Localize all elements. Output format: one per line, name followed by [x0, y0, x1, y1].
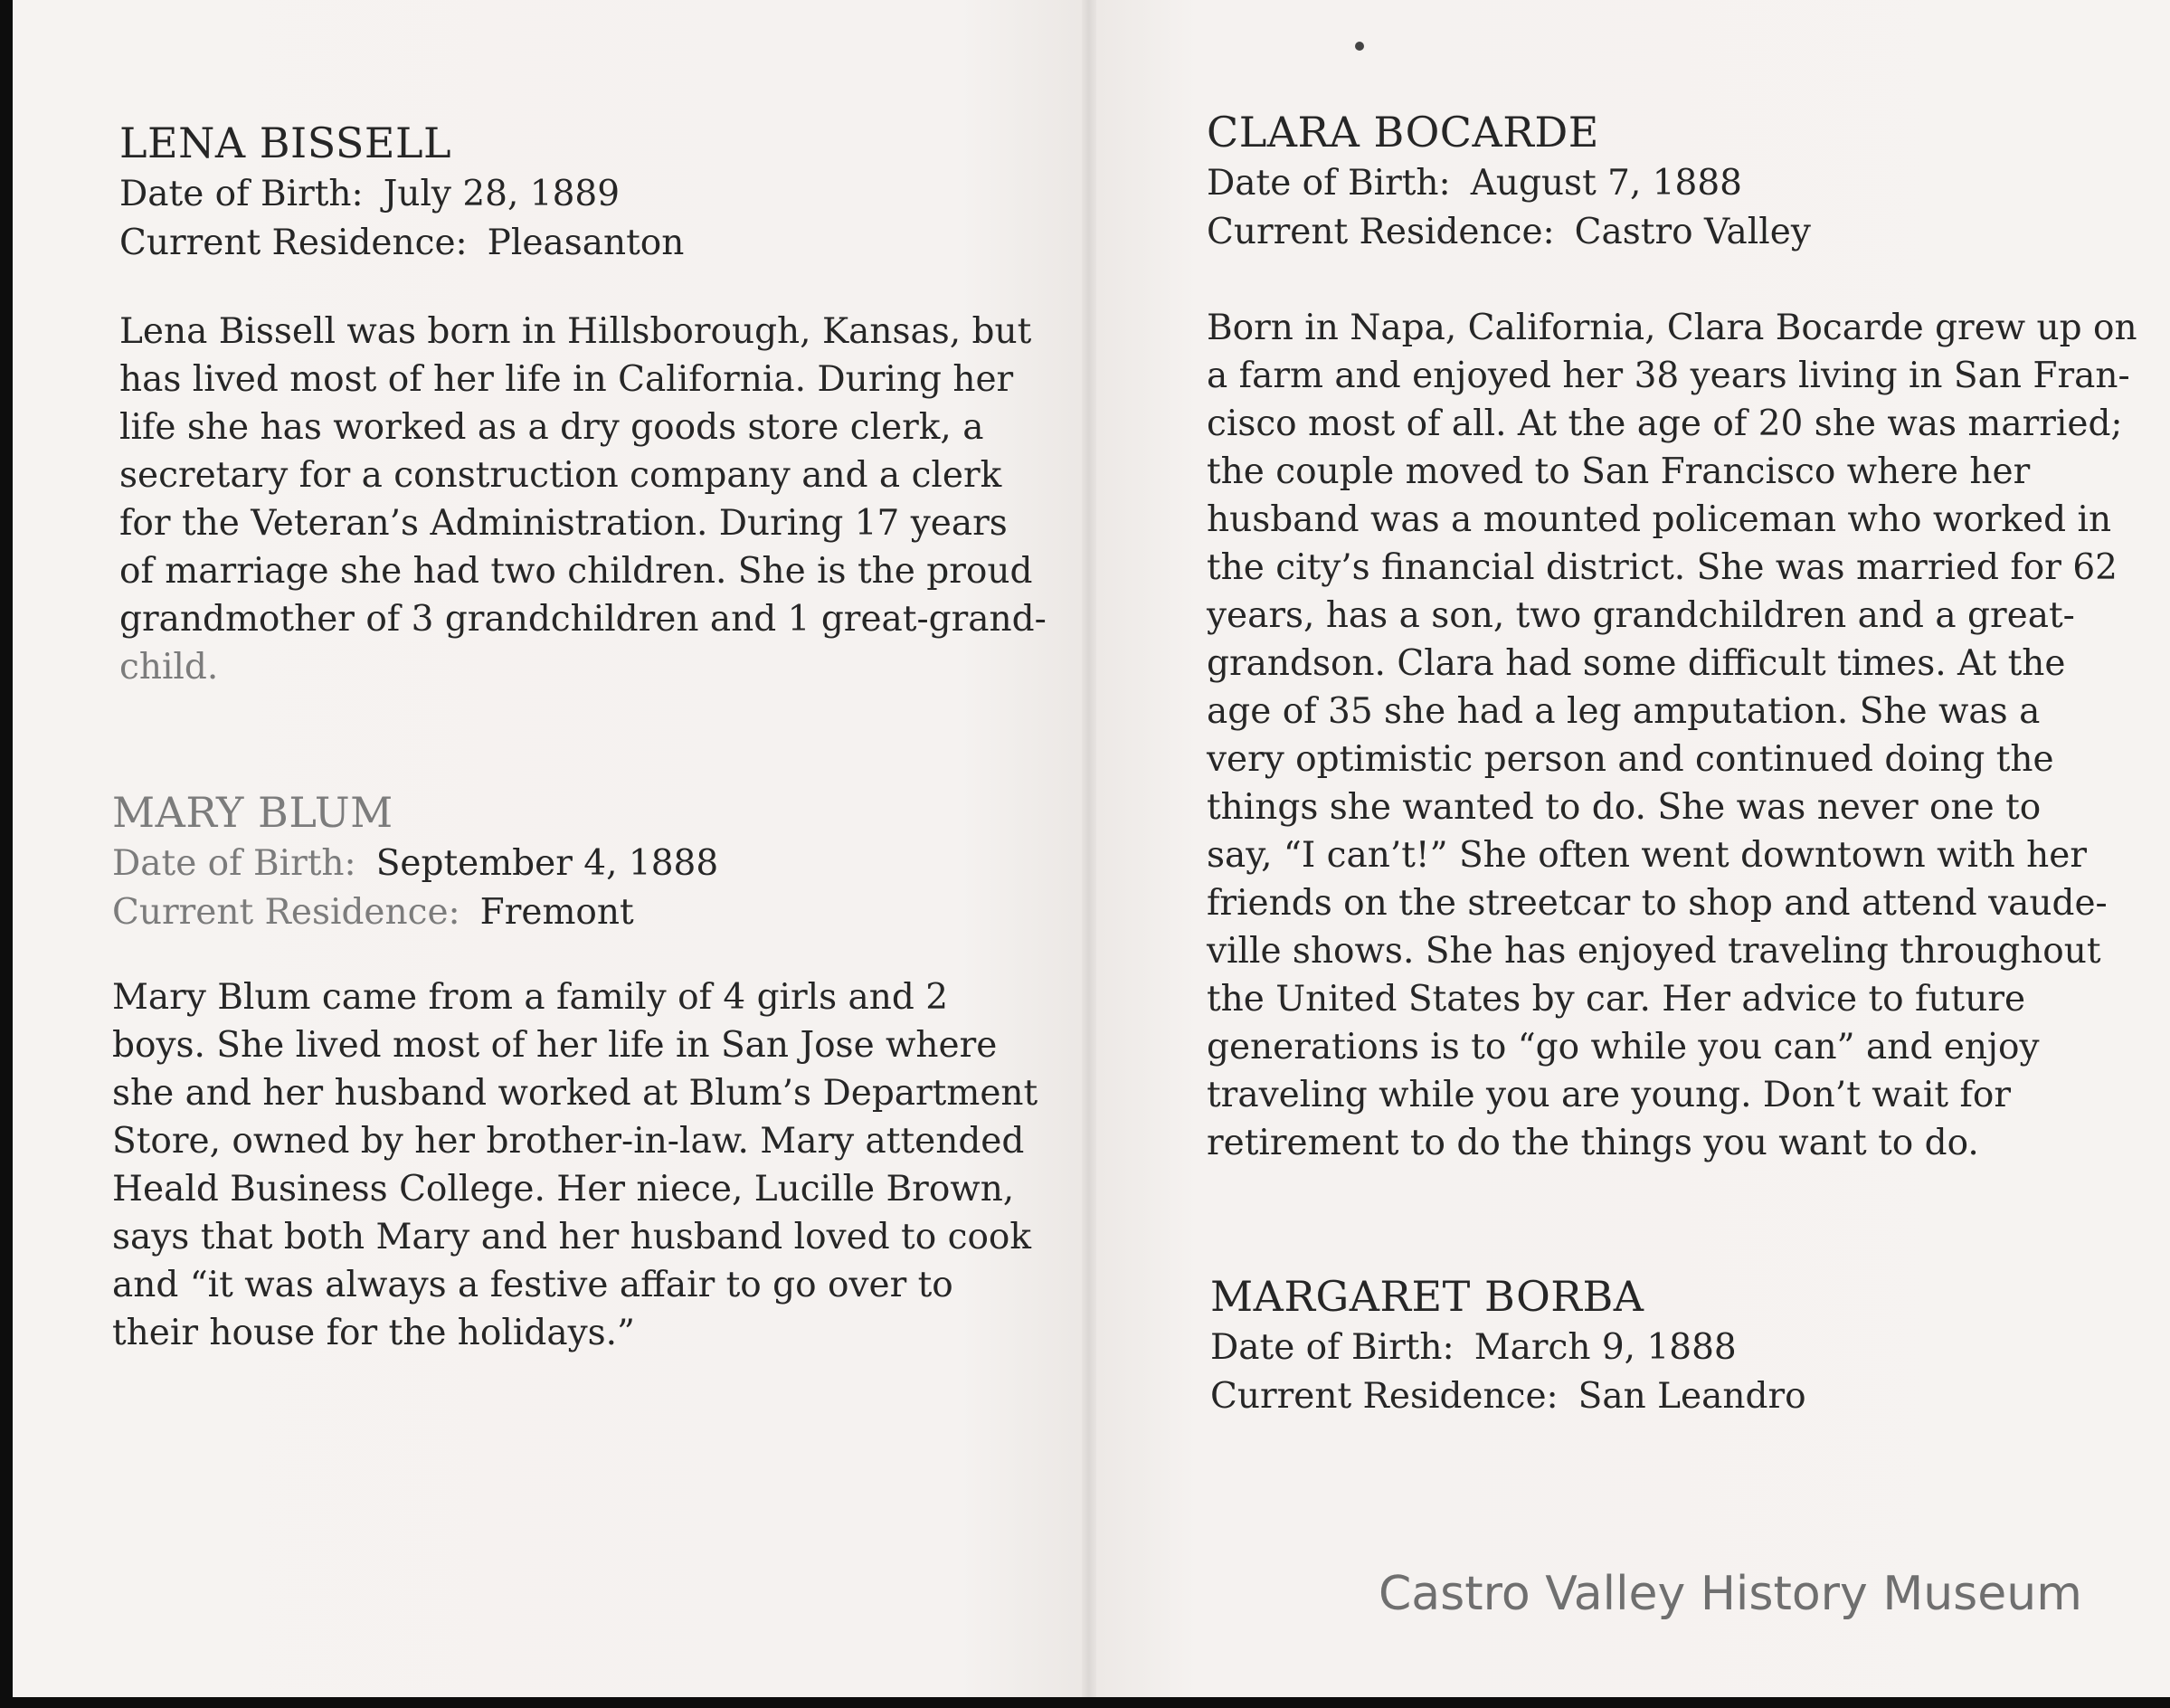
- biography-text: [112, 973, 1038, 1357]
- person-name: MARGARET BORBA: [1210, 1272, 1644, 1321]
- dob-value: August 7, 1888: [1470, 163, 1742, 204]
- bio-line: cisco most of all. At the age of 20 she was married;: [1207, 403, 2123, 444]
- dob-label: Date of Birth:: [1207, 163, 1451, 204]
- bio-line: and “it was always a festive affair to go over to: [112, 1265, 953, 1305]
- bio-line: husband was a mounted policeman who worked in: [1207, 499, 2112, 540]
- bio-line: very optimistic person and continued doing the: [1207, 739, 2054, 780]
- biography-entry: [1207, 107, 2137, 1167]
- biography-text: [119, 308, 1047, 691]
- bio-line: Store, owned by her brother-in-law. Mary attended: [112, 1121, 1025, 1162]
- bio-line: years, has a son, two grandchildren and a great-: [1207, 595, 2075, 636]
- residence-value: San Leandro: [1578, 1376, 1806, 1417]
- bio-line: say, “I can’t!” She often went downtown with her: [1207, 835, 2087, 876]
- bio-line: things she wanted to do. She was never one to: [1207, 787, 2042, 828]
- dob-value: July 28, 1889: [383, 174, 621, 214]
- current-residence: [119, 219, 1047, 268]
- bio-line: grandmother of 3 grandchildren and 1 great-grand-: [119, 599, 1047, 640]
- bio-line: child.: [119, 647, 219, 688]
- dob-value: September 4, 1888: [375, 843, 719, 884]
- museum-watermark: Castro Valley History Museum: [1379, 1567, 2082, 1621]
- dob-label: Date of Birth:: [119, 174, 364, 214]
- bio-line: age of 35 she had a leg amputation. She was a: [1207, 691, 2041, 732]
- bio-line: the city’s financial district. She was married for 62: [1207, 547, 2118, 588]
- biography-entry: [1210, 1271, 1806, 1421]
- bio-line: retirement to do the things you want to do.: [1207, 1123, 1979, 1163]
- date-of-birth: [119, 170, 1047, 219]
- current-residence: [1210, 1372, 1806, 1421]
- bio-line: ville shows. She has enjoyed traveling throughout: [1207, 931, 2101, 972]
- bio-line: traveling while you are young. Don’t wait for: [1207, 1075, 2012, 1115]
- residence-label: Current Residence:: [112, 892, 460, 933]
- person-name: LENA BISSELL: [119, 119, 452, 167]
- date-of-birth: [112, 840, 1038, 888]
- bio-line: grandson. Clara had some difficult times. At the: [1207, 643, 2066, 684]
- biography-entry: [119, 118, 1047, 691]
- residence-label: Current Residence:: [1210, 1376, 1559, 1417]
- residence-label: Current Residence:: [1207, 212, 1555, 252]
- bio-line: Mary Blum came from a family of 4 girls and 2: [112, 977, 949, 1018]
- bio-line: says that both Mary and her husband loved to cook: [112, 1217, 1032, 1257]
- biography-text: [1207, 304, 2137, 1167]
- bio-line: of marriage she had two children. She is the proud: [119, 551, 1033, 592]
- current-residence: [1207, 208, 2137, 257]
- bio-line: Heald Business College. Her niece, Lucille Brown,: [112, 1169, 1015, 1210]
- residence-label: Current Residence:: [119, 223, 468, 263]
- bio-line: a farm and enjoyed her 38 years living in San Fran-: [1207, 356, 2130, 396]
- person-name: MARY BLUM: [112, 788, 393, 837]
- residence-value: Pleasanton: [487, 223, 685, 263]
- bio-line: the couple moved to San Francisco where her: [1207, 451, 2031, 492]
- dob-label: Date of Birth:: [1210, 1327, 1455, 1368]
- bio-line: has lived most of her life in California. During her: [119, 359, 1014, 400]
- bio-line: the United States by car. Her advice to future: [1207, 979, 2026, 1020]
- biography-entry: [112, 787, 1038, 1357]
- left-page: [13, 0, 1089, 1697]
- ink-speck: [1355, 42, 1364, 51]
- bio-line: their house for the holidays.”: [112, 1313, 635, 1353]
- residence-value: Castro Valley: [1574, 212, 1811, 252]
- right-page: [1089, 0, 2170, 1697]
- current-residence: [112, 888, 1038, 937]
- date-of-birth: [1210, 1324, 1806, 1372]
- residence-value: Fremont: [479, 892, 634, 933]
- bio-line: she and her husband worked at Blum’s Department: [112, 1073, 1038, 1114]
- bio-line: secretary for a construction company and a clerk: [119, 455, 1002, 496]
- bio-line: Born in Napa, California, Clara Bocarde grew up on: [1207, 308, 2137, 348]
- bio-line: boys. She lived most of her life in San Jose where: [112, 1025, 998, 1066]
- bio-line: life she has worked as a dry goods store clerk, a: [119, 407, 984, 448]
- bio-line: for the Veteran’s Administration. During 17 years: [119, 503, 1008, 544]
- dob-label: Date of Birth:: [112, 843, 356, 884]
- person-name: CLARA BOCARDE: [1207, 108, 1599, 157]
- bio-line: friends on the streetcar to shop and attend vaude-: [1207, 883, 2108, 924]
- book-gutter: [1082, 0, 1096, 1697]
- date-of-birth: [1207, 159, 2137, 208]
- bio-line: generations is to “go while you can” and enjoy: [1207, 1027, 2040, 1068]
- dob-value: March 9, 1888: [1474, 1327, 1737, 1368]
- bio-line: Lena Bissell was born in Hillsborough, Kansas, but: [119, 311, 1032, 352]
